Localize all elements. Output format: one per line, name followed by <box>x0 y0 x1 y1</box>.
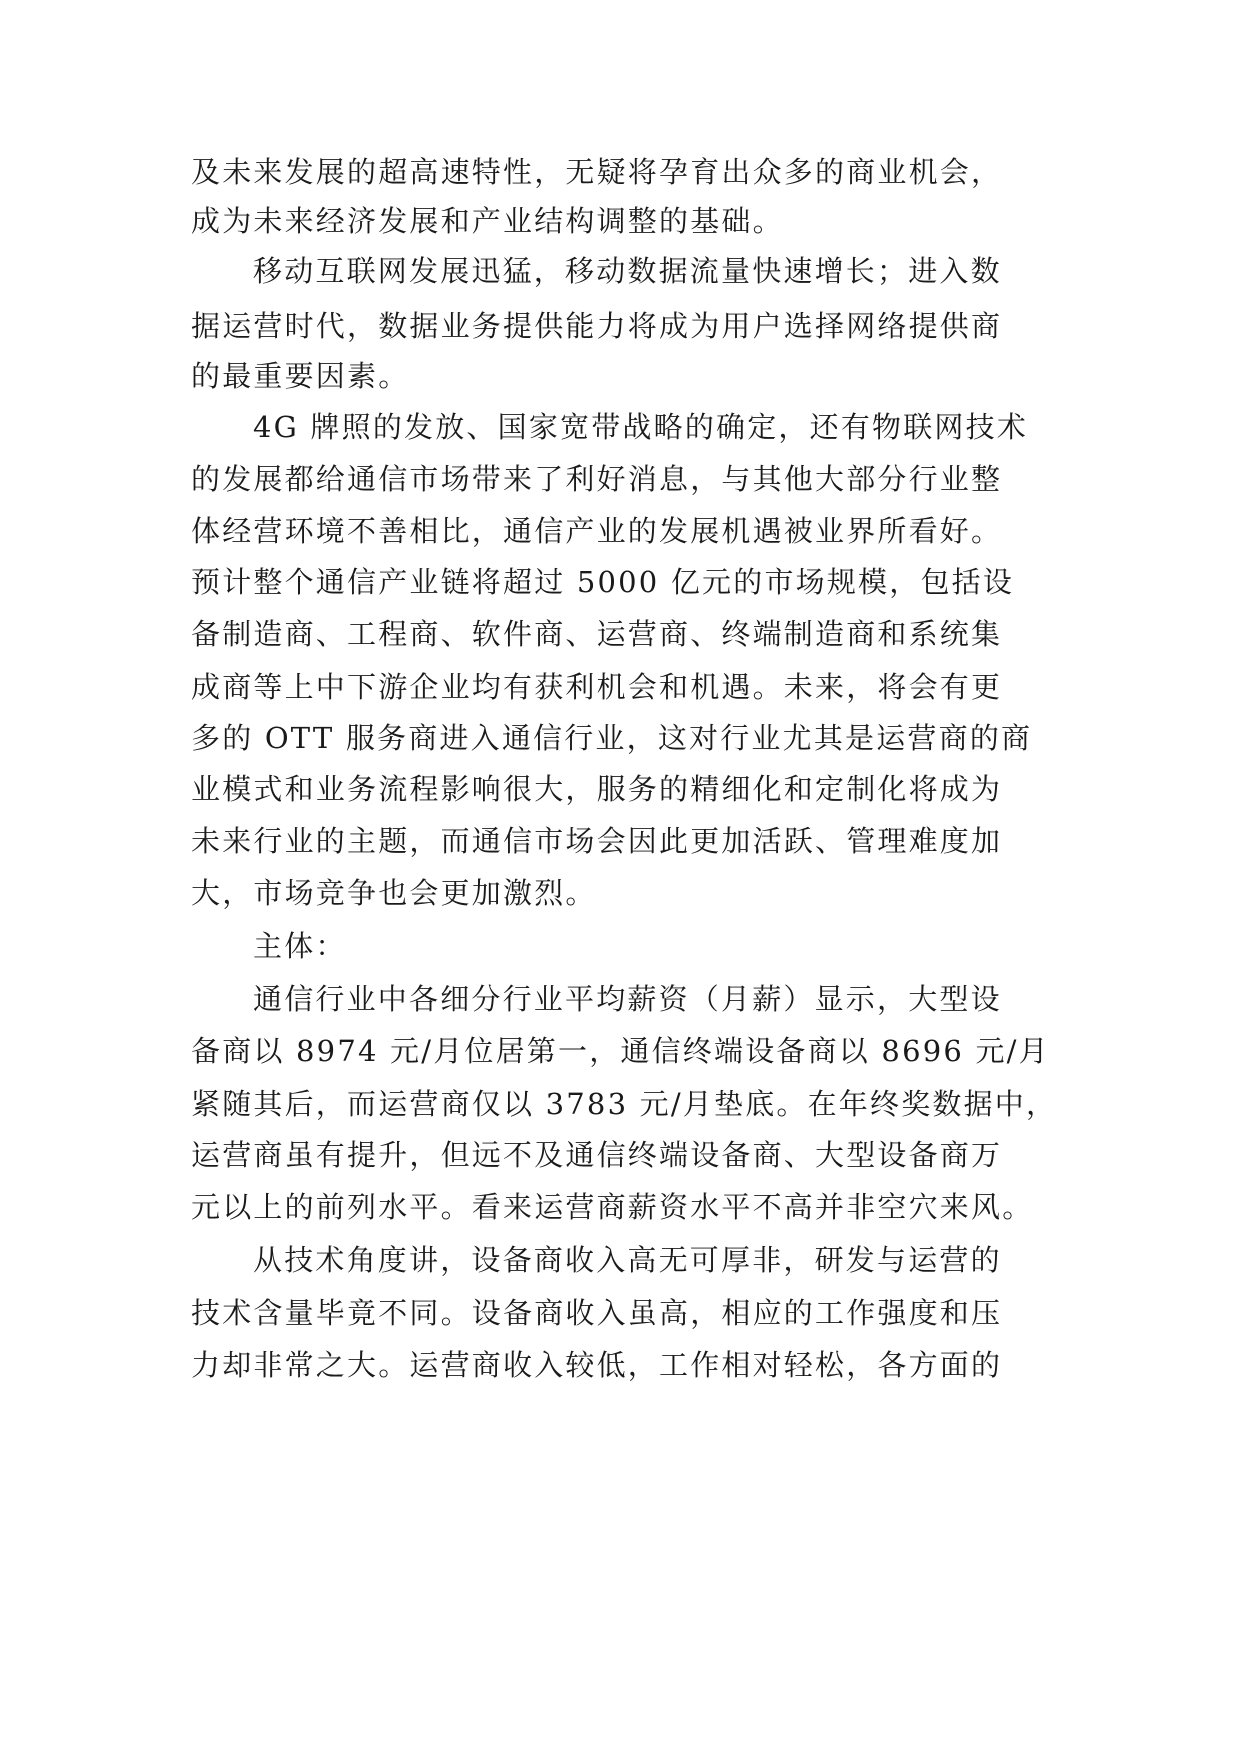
text-line: 通信行业中各细分行业平均薪资（月薪）显示，大型设 <box>253 982 1002 1016</box>
text-line: 大，市场竞争也会更加激烈。 <box>191 876 597 910</box>
text-line: 力却非常之大。运营商收入较低，工作相对轻松，各方面的 <box>191 1348 1003 1382</box>
text-line: 多的 OTT 服务商进入通信行业，这对行业尤其是运营商的商 <box>191 721 1033 755</box>
text-line: 备商以 8974 元/月位居第一，通信终端设备商以 8696 元/月 <box>191 1034 1050 1068</box>
text-line: 的最重要因素。 <box>191 359 410 393</box>
text-line: 及未来发展的超高速特性，无疑将孕育出众多的商业机会， <box>191 155 1003 189</box>
text-line: 4G 牌照的发放、国家宽带战略的确定，还有物联网技术 <box>253 410 1029 444</box>
text-line: 未来行业的主题，而通信市场会因此更加活跃、管理难度加 <box>191 824 1003 858</box>
text-line: 元以上的前列水平。看来运营商薪资水平不高并非空穴来风。 <box>191 1190 1034 1224</box>
text-line: 成商等上中下游企业均有获利机会和机遇。未来，将会有更 <box>191 670 1003 704</box>
text-line: 紧随其后，而运营商仅以 3783 元/月垫底。在年终奖数据中， <box>191 1087 1058 1121</box>
text-line: 备制造商、工程商、软件商、运营商、终端制造商和系统集 <box>191 617 1003 651</box>
text-line: 运营商虽有提升，但远不及通信终端设备商、大型设备商万 <box>191 1138 1003 1172</box>
text-line: 技术含量毕竟不同。设备商收入虽高，相应的工作强度和压 <box>191 1296 1003 1330</box>
text-line: 体经营环境不善相比，通信产业的发展机遇被业界所看好。 <box>191 514 1003 548</box>
text-line: 成为未来经济发展和产业结构调整的基础。 <box>191 204 784 238</box>
text-line: 的发展都给通信市场带来了利好消息，与其他大部分行业整 <box>191 462 1003 496</box>
text-line: 从技术角度讲，设备商收入高无可厚非，研发与运营的 <box>253 1243 1002 1277</box>
text-line: 业模式和业务流程影响很大，服务的精细化和定制化将成为 <box>191 772 1003 806</box>
text-line: 据运营时代，数据业务提供能力将成为用户选择网络提供商 <box>191 309 1003 343</box>
text-line: 预计整个通信产业链将超过 5000 亿元的市场规模，包括设 <box>191 565 1015 599</box>
text-line: 移动互联网发展迅猛，移动数据流量快速增长；进入数 <box>253 254 1002 288</box>
section-heading: 主体： <box>253 929 347 963</box>
